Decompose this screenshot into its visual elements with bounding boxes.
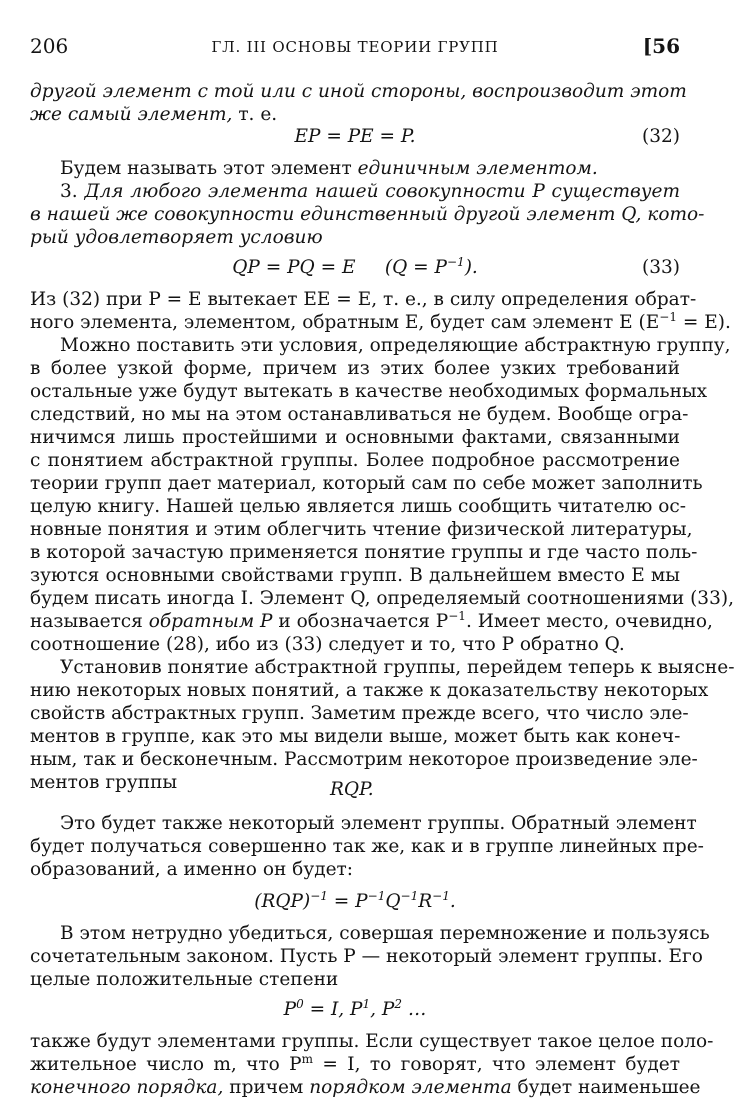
text-fragment: и обозначается P bbox=[272, 611, 449, 632]
superscript: −1 bbox=[659, 310, 677, 324]
text-line: соотношение (28), ибо из (33) следует и то, что P обратно Q. bbox=[30, 634, 625, 655]
superscript: −1 bbox=[367, 889, 386, 903]
equation-text: … bbox=[401, 999, 427, 1020]
text-fragment: ного элемента, элементом, обратным E, будет сам элемент E (E bbox=[30, 312, 660, 333]
section-number: [56 bbox=[642, 34, 680, 58]
text-line: зуются основными свойствами групп. В дальнейшем вместо E мы bbox=[30, 565, 680, 586]
text-line: целые положительные степени bbox=[30, 969, 339, 990]
running-title: ГЛ. III ОСНОВЫ ТЕОРИИ ГРУПП bbox=[211, 38, 499, 56]
superscript: −1 bbox=[446, 255, 465, 269]
text-line: новные понятия и этим облегчить чтение физической литературы, bbox=[30, 519, 693, 540]
text-line: Можно поставить эти условия, определяющие абстрактную группу, bbox=[60, 335, 731, 356]
text-line: в нашей же совокупности единственный другой элемент Q, кото- bbox=[30, 204, 705, 225]
superscript: −1 bbox=[310, 889, 328, 903]
page-number: 206 bbox=[30, 34, 69, 58]
text-fragment: причем bbox=[223, 1077, 310, 1098]
equation-text: (RQP) bbox=[254, 891, 311, 912]
text-line: В этом нетрудно убедиться, совершая перемножение и пользуясь bbox=[60, 923, 710, 944]
superscript: −1 bbox=[432, 889, 450, 903]
text-line bbox=[30, 1053, 680, 1077]
text-line: остальные уже будут вытекать в качестве необходимых формальных bbox=[30, 381, 708, 402]
equation-text: . bbox=[449, 891, 456, 912]
equation-text: ). bbox=[464, 257, 478, 278]
book-page bbox=[30, 0, 734, 1100]
text-line bbox=[60, 180, 680, 204]
text-fragment: будет наименьшее bbox=[511, 1077, 701, 1098]
text-line: Это будет также некоторый элемент группы. Обратный элемент bbox=[60, 813, 697, 834]
equation-32 bbox=[30, 125, 680, 149]
superscript: −1 bbox=[448, 609, 466, 623]
text-line: Установив понятие абстрактной группы, перейдем теперь к выясне- bbox=[60, 657, 734, 678]
equation-rqp: RQP. bbox=[330, 779, 374, 800]
text-line: следствий, но мы на этом останавливаться не будем. Вообще огра- bbox=[30, 404, 689, 425]
text-line: свойств абстрактных групп. Заметим прежде всего, что число эле- bbox=[30, 703, 689, 724]
text-line: Из (32) при P = E вытекает EE = E, т. е., в силу определения обрат- bbox=[30, 289, 697, 310]
superscript: 1 bbox=[362, 997, 371, 1011]
text-line: в которой зачастую применяется понятие группы и где часто поль- bbox=[30, 542, 698, 563]
superscript: 2 bbox=[394, 997, 402, 1011]
page-header bbox=[30, 34, 680, 62]
text-line: нию некоторых новых понятий, а также к доказательству некоторых bbox=[30, 680, 709, 701]
text-line bbox=[30, 310, 731, 335]
text-fragment: = I, то говорят, что элемент будет bbox=[313, 1054, 680, 1075]
equation-text: = I, P bbox=[303, 999, 363, 1020]
equation-text: = P bbox=[327, 891, 368, 912]
text-line bbox=[30, 609, 713, 634]
equation-text: R bbox=[418, 891, 433, 912]
equation-text: (Q = P bbox=[384, 257, 447, 278]
text-fragment: порядком элемента bbox=[309, 1077, 512, 1098]
text-line: будем писать иногда I. Элемент Q, определяемый соотношениями (33), bbox=[30, 588, 734, 609]
text-line: ным, так и бесконечным. Рассмотрим некоторое произведение эле- bbox=[30, 749, 698, 770]
equation-powers bbox=[30, 998, 680, 1022]
text-fragment: Для любого элемента нашей совокупности P существует bbox=[84, 181, 680, 202]
text-line bbox=[30, 103, 680, 127]
text-line: другой элемент с той или с иной стороны, воспроизводит этот bbox=[30, 81, 687, 102]
text-line: с понятием абстрактной группы. Более подробное рассмотрение bbox=[30, 450, 680, 471]
text-fragment: жительное число m, что P bbox=[30, 1054, 302, 1075]
equation-number: (32) bbox=[642, 126, 680, 147]
text-fragment: обратным P bbox=[148, 611, 273, 632]
equation-text: EP = PE = P. bbox=[294, 126, 416, 147]
text-line bbox=[60, 157, 680, 181]
text-line bbox=[30, 1076, 701, 1100]
equation-text: P bbox=[283, 999, 297, 1020]
equation-text: , P bbox=[370, 999, 395, 1020]
text-line: также будут элементами группы. Если существует такое целое поло- bbox=[30, 1031, 714, 1052]
equation-33 bbox=[30, 256, 680, 280]
text-line: в более узкой форме, причем из этих более узких требований bbox=[30, 358, 680, 379]
superscript: 0 bbox=[296, 997, 304, 1011]
text-fragment: называется bbox=[30, 611, 149, 632]
equation-number: (33) bbox=[642, 257, 680, 278]
text-fragment: же самый элемент, bbox=[30, 104, 233, 125]
superscript: m bbox=[301, 1052, 314, 1066]
text-line: ментов в группе, как это мы видели выше, может быть как конеч- bbox=[30, 726, 681, 747]
equation-inverse-product bbox=[30, 890, 680, 914]
text-fragment: единичным элементом. bbox=[357, 158, 598, 179]
text-fragment: Будем называть этот элемент bbox=[60, 158, 358, 179]
superscript: −1 bbox=[400, 889, 419, 903]
text-line: теории групп дает материал, который сам по себе может заполнить bbox=[30, 473, 703, 494]
text-fragment: . Имеет место, очевидно, bbox=[465, 611, 713, 632]
text-line: ничимся лишь простейшими и основными фактами, связанными bbox=[30, 427, 680, 448]
text-line: целую книгу. Нашей целью является лишь сообщить читателю ос- bbox=[30, 496, 687, 517]
equation-text: QP = PQ = E bbox=[232, 257, 356, 278]
text-fragment: 3. bbox=[60, 181, 85, 202]
text-line: сочетательным законом. Пусть P — некоторый элемент группы. Его bbox=[30, 946, 703, 967]
text-fragment: = E). bbox=[676, 312, 731, 333]
equation-text: Q bbox=[385, 891, 401, 912]
text-line: будет получаться совершенно так же, как и в группе линейных пре- bbox=[30, 836, 704, 857]
text-line: рый удовлетворяет условию bbox=[30, 227, 323, 248]
text-line: образований, а именно он будет: bbox=[30, 859, 354, 880]
text-fragment: т. е. bbox=[232, 104, 278, 125]
text-line: ментов группы bbox=[30, 772, 178, 793]
text-fragment: конечного порядка, bbox=[30, 1077, 224, 1098]
